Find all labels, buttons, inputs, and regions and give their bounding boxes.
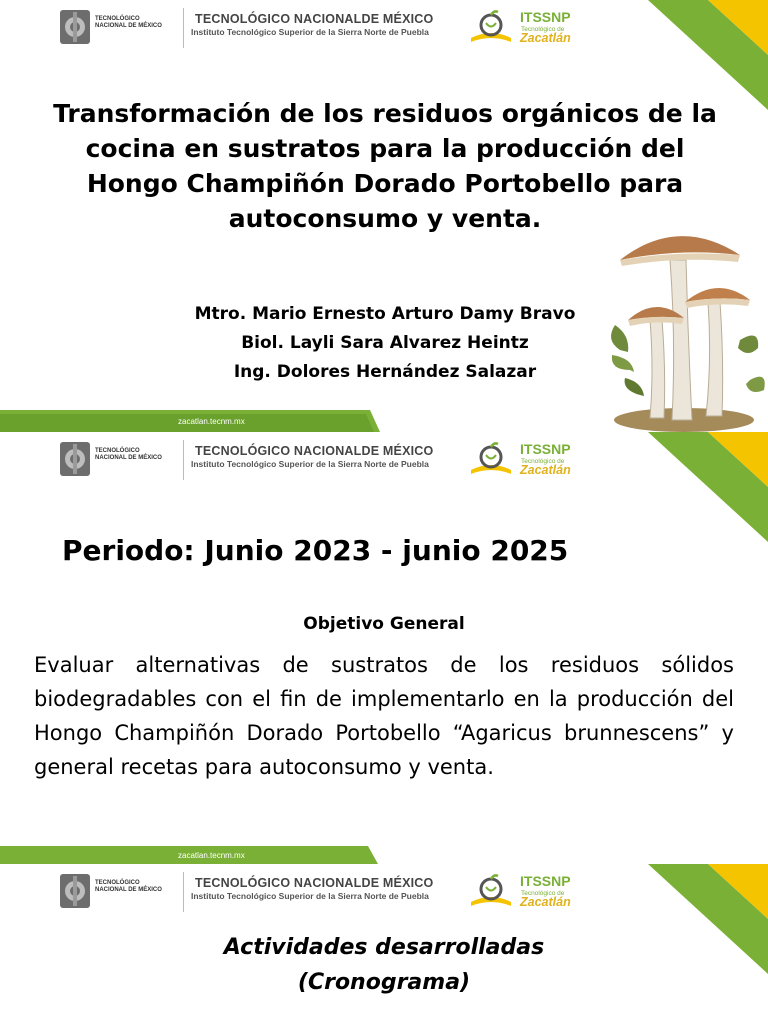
slide-objective (0, 432, 768, 864)
corner-decoration-icon (608, 432, 768, 542)
institution-subtitle: Instituto Tecnológico Superior de la Sierra Norte de Puebla (191, 459, 429, 469)
footer-bar (0, 410, 380, 430)
authors-list (160, 300, 610, 387)
tecnm-seal-icon (58, 8, 92, 46)
footer-url: zacatlan.tecnm.mx (178, 851, 245, 860)
author-name: Biol. Layli Sara Alvarez Heintz (241, 333, 529, 353)
institution-title: TECNOLÓGICO NACIONALDE MÉXICO (195, 444, 434, 458)
slide-title (0, 0, 768, 432)
itssnp-name: ITSSNP (520, 873, 571, 889)
institution-subtitle: Instituto Tecnológico Superior de la Sierra Norte de Puebla (191, 891, 429, 901)
header-divider (183, 872, 184, 912)
itssnp-subtitle: Tecnológico de (521, 26, 565, 33)
institution-title: TECNOLÓGICO NACIONALDE MÉXICO (195, 12, 434, 26)
itssnp-subtitle: Tecnológico de (521, 890, 565, 897)
header-divider (183, 440, 184, 480)
itssnp-logo-icon (467, 8, 515, 46)
tecnm-wordmark: TECNOLÓGICO NACIONAL DE MÉXICO (95, 448, 162, 461)
itssnp-subtitle: Tecnológico de (521, 458, 565, 465)
itssnp-city: Zacatlán (520, 463, 571, 477)
itssnp-name: ITSSNP (520, 441, 571, 457)
slide-activities (0, 864, 768, 1024)
period-heading: Periodo: Junio 2023 - junio 2025 (62, 534, 569, 567)
footer-url: zacatlan.tecnm.mx (178, 417, 245, 426)
presentation-title: Transformación de los residuos orgánicos de la cocina en sustratos para la producción del Hongo Champiñón Dorado Portobello para autoconsumo y venta. (53, 99, 717, 233)
header-divider (183, 8, 184, 48)
institution-subtitle: Instituto Tecnológico Superior de la Sierra Norte de Puebla (191, 27, 429, 37)
itssnp-city: Zacatlán (520, 895, 571, 909)
mushroom-illustration-icon (600, 220, 768, 432)
institution-title: TECNOLÓGICO NACIONALDE MÉXICO (195, 876, 434, 890)
activities-heading: Actividades desarrolladas (Cronograma) (223, 935, 545, 995)
itssnp-logo-icon (467, 872, 515, 910)
itssnp-logo-icon (467, 440, 515, 478)
objective-heading: Objetivo General (303, 614, 465, 634)
corner-decoration-icon (608, 0, 768, 110)
tecnm-seal-icon (58, 440, 92, 478)
author-name: Mtro. Mario Ernesto Arturo Damy Bravo (194, 304, 576, 324)
tecnm-seal-icon (58, 872, 92, 910)
tecnm-wordmark: TECNOLÓGICO NACIONAL DE MÉXICO (95, 880, 162, 893)
footer-bar (0, 846, 380, 864)
itssnp-city: Zacatlán (520, 31, 571, 45)
author-name: Ing. Dolores Hernández Salazar (233, 362, 537, 382)
itssnp-name: ITSSNP (520, 9, 571, 25)
objective-text: Evaluar alternativas de sustratos de los residuos sólidos biodegradables con el fin de implementarlo en la producción del Hongo Champiñón Dorado Portobello “Agaricus brunnescens” y general recetas para autoconsumo y venta. (34, 653, 734, 779)
tecnm-wordmark: TECNOLÓGICO NACIONAL DE MÉXICO (95, 16, 162, 29)
